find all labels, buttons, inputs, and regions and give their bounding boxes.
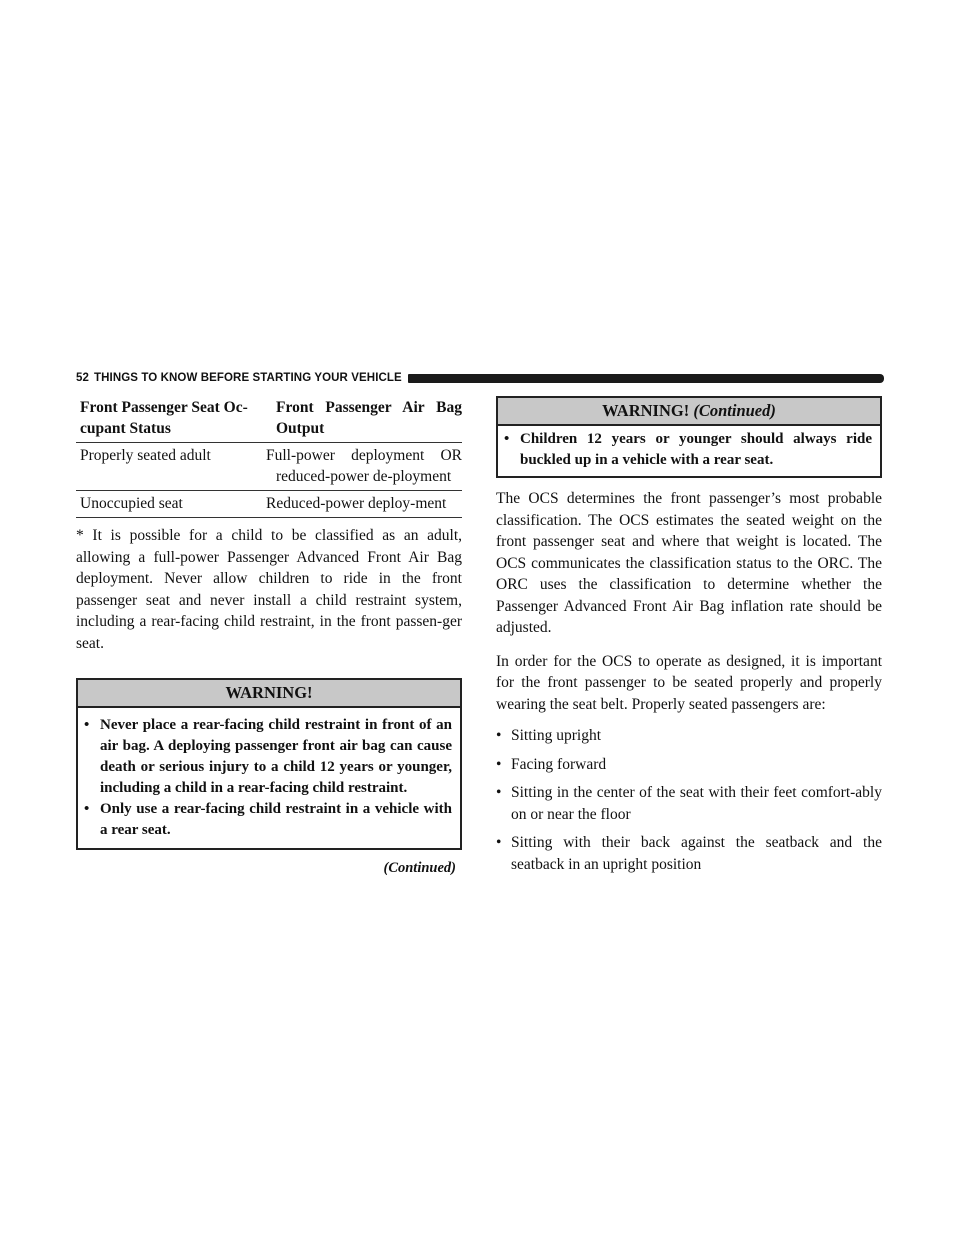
- page-header: [76, 371, 884, 385]
- warning-title-continued: (Continued): [693, 401, 776, 420]
- page-number: 52: [76, 372, 89, 384]
- bullet-icon: •: [496, 727, 502, 744]
- warning-item-text: Children 12 years or younger should always ride buckled up in a vehicle with a rear seat.: [520, 431, 872, 468]
- air-bag-output-table: [76, 396, 462, 518]
- footnote: * It is possible for a child to be classified as an adult, allowing a full-power Passenger Advanced Front Air Bag deployment. Never allow children to ride in the front passenger seat and never install a child restraint system, including a rear-facing child restraint, in the front passen-ger seat.: [76, 527, 462, 652]
- list-item-text: Facing forward: [511, 755, 607, 773]
- left-column: [76, 396, 462, 877]
- warning-box-continued: [496, 396, 882, 478]
- warning-box: [76, 678, 462, 850]
- bullet-icon: •: [496, 755, 502, 773]
- warning-item-text: Only use a rear-facing child restraint in a vehicle with a rear seat.: [100, 801, 452, 838]
- list-item-text: Sitting upright: [511, 727, 601, 744]
- paragraph: In order for the OCS to operate as designed, it is important for the front passenger to be seated properly and properly wearing the seat belt. Properly seated passengers are:: [496, 652, 882, 713]
- list-item: [496, 782, 882, 825]
- bullet-icon: •: [504, 431, 510, 447]
- list-item-text: Sitting in the center of the seat with their feet comfort-ably on or near the floor: [511, 784, 882, 823]
- warning-title-text: WARNING!: [225, 683, 313, 702]
- warning-title: [498, 398, 880, 426]
- continued-label: (Continued): [383, 860, 456, 876]
- table-header-cell: Front Passenger Seat Oc-cupant Status: [76, 396, 276, 443]
- section-title: THINGS TO KNOW BEFORE STARTING YOUR VEHICLE: [94, 372, 402, 384]
- warning-body: [78, 708, 460, 848]
- table-cell: Reduced-power deploy-ment: [276, 491, 462, 518]
- warning-item-text: Never place a rear-facing child restraint in front of an air bag. A deploying passenger front air bag can cause death or serious injury to a child 12 years or younger, including a child in a rear-facing child restraint.: [100, 717, 452, 796]
- paragraph: The OCS determines the front passenger’s most probable classification. The OCS estimates the seated weight on the front passenger seat and where that weight is located. The OCS communicates the classification status to the ORC. The ORC uses the classification to determine whether the Passenger Advanced Front Air Bag inflation rate should be adjusted.: [496, 490, 882, 636]
- table-cell: Full-power deployment OR reduced-power de-ployment: [276, 443, 462, 491]
- warning-item: [504, 429, 872, 471]
- table-cell: Unoccupied seat: [76, 491, 276, 518]
- warning-item: [84, 715, 452, 799]
- list-item: [496, 754, 882, 776]
- table-header-cell: Front Passenger Air Bag Output: [276, 396, 462, 443]
- bullet-icon: •: [84, 717, 90, 733]
- bullet-icon: •: [496, 784, 502, 801]
- warning-body: [498, 426, 880, 476]
- warning-title-text: WARNING!: [602, 401, 690, 420]
- table-cell: Properly seated adult: [76, 443, 276, 491]
- list-item: [496, 832, 882, 875]
- table-row: [76, 443, 462, 491]
- right-column: [496, 396, 882, 875]
- table-header-row: [76, 396, 462, 443]
- bullet-icon: •: [496, 834, 502, 851]
- warning-title: [78, 680, 460, 708]
- header-rule: [408, 374, 884, 383]
- table-row: [76, 491, 462, 518]
- bullet-icon: •: [84, 801, 90, 817]
- list-item-text: Sitting with their back against the seatback and the seatback in an upright position: [511, 834, 882, 873]
- list-item: [496, 725, 882, 747]
- warning-item: [84, 799, 452, 841]
